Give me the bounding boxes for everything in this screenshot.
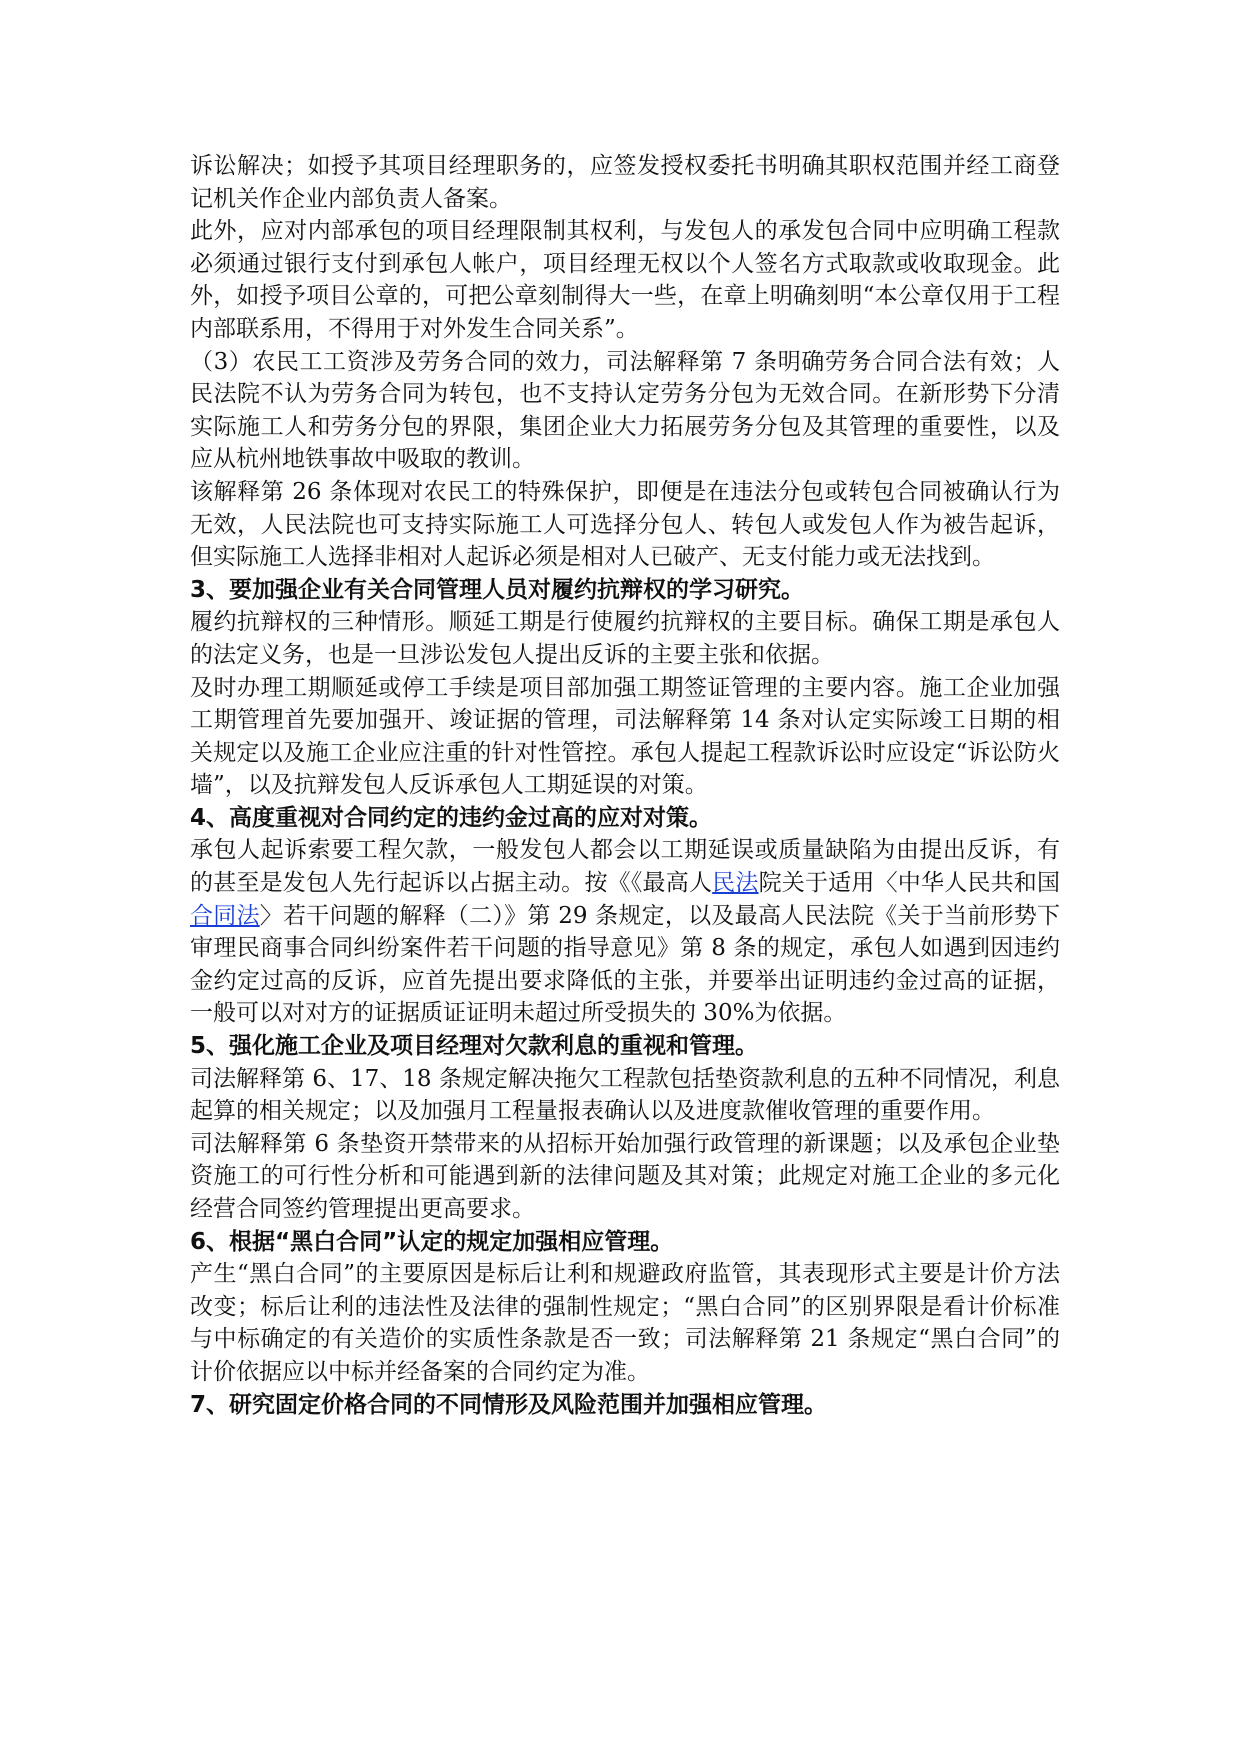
paragraph-advance-funding: 司法解释第 6 条垫资开禁带来的从招标开始加强行政管理的新课题；以及承包企业垫资施工的可行性分析和可能遇到新的法律问题及其对策；此规定对施工企业的多元化经营合同签约管理提出更高要求。 xyxy=(190,1130,1060,1222)
paragraph-interest-rules: 司法解释第 6、17、18 条规定解决拖欠工程款包括垫资款利息的五种不同情况，利息起算的相关规定；以及加强月工程量报表确认以及进度款催收管理的重要作用。 xyxy=(190,1065,1060,1125)
paragraph-liquidated-damages xyxy=(190,834,1060,1030)
link-civil-law[interactable]: 民法 xyxy=(712,870,759,897)
heading-section-4: 4、高度重视对合同约定的违约金过高的应对对策。 xyxy=(190,804,713,831)
paragraph-migrant-worker-protection: 该解释第 26 条体现对农民工的特殊保护，即便是在违法分包或转包合同被确认行为无效，人民法院也可支持实际施工人可选择分包人、转包人或发包人作为被告起诉，但实际施工人选择非相对人起诉必须是相对人已破产、无支付能力或无法找到。 xyxy=(190,478,1060,571)
paragraph-labor-contract: （3）农民工工资涉及劳务合同的效力，司法解释第 7 条明确劳务合同合法有效；人民法院不认为劳务合同为转包，也不支持认定劳务分包为无效合同。在新形势下分清实际施工人和劳务分包的界限，集团企业大力拓展劳务分包及其管理的重要性，以及应从杭州地铁事故中吸取的教训。 xyxy=(190,348,1060,473)
link-contract-law[interactable]: 合同法 xyxy=(190,902,260,929)
paragraph-schedule-extension: 及时办理工期顺延或停工手续是项目部加强工期签证管理的主要内容。施工企业加强工期管理首先要加强开、竣证据的管理，司法解释第 14 条对认定实际竣工日期的相关规定以及施工企业应注重的针对性管控。承包人提起工程款诉讼时应设定“诉讼防火墙”，以及抗辩发包人反诉承包人工期延误的对策。 xyxy=(190,674,1060,799)
paragraph-project-manager-limits: 此外，应对内部承包的项目经理限制其权利，与发包人的承发包合同中应明确工程款必须通过银行支付到承包人帐户，项目经理无权以个人签名方式取款或收取现金。此外，如授予项目公章的，可把公章刻制得大一些，在章上明确刻明“本公章仅用于工程内部联系用，不得用于对外发生合同关系”。 xyxy=(190,218,1060,342)
heading-section-6: 6、根据“黑白合同”认定的规定加强相应管理。 xyxy=(190,1228,674,1255)
text-span: 〉若干问题的解释（二）》第 29 条规定，以及最高人民法院《关于当前形势下审理民商事合同纠纷案件若干问题的指导意见》第 8 条的规定，承包人如遇到因违约金约定过高的反诉，应首先提出要求降低的主张，并要举出证明违约金过高的证据，一般可以对对方的证据质证证明未超过所受损失的 30%为依据。 xyxy=(190,902,1061,1027)
text-span: 院关于适用〈中华人民共和国 xyxy=(758,870,1061,897)
paragraph-black-white-contract: 产生“黑白合同”的主要原因是标后让利和规避政府监管，其表现形式主要是计价方法改变；标后让利的违法性及法律的强制性规定；“黑白合同”的区别界限是看计价标准与中标确定的有关造价的实质性条款是否一致；司法解释第 21 条规定“黑白合同”的计价依据应以中标并经备案的合同约定为准。 xyxy=(190,1261,1060,1385)
paragraph-authorization: 诉讼解决；如授予其项目经理职务的，应签发授权委托书明确其职权范围并经工商登记机关作企业内部负责人备案。 xyxy=(190,153,1060,212)
paragraph-defense-rights: 履约抗辩权的三种情形。顺延工期是行使履约抗辩权的主要目标。确保工期是承包人的法定义务，也是一旦涉讼发包人提出反诉的主要主张和依据。 xyxy=(190,609,1060,668)
heading-section-7: 7、研究固定价格合同的不同情形及风险范围并加强相应管理。 xyxy=(190,1391,828,1418)
text-span: 承包人起诉索要工程欠款，一般发包人都会以工期延误或质量缺陷为由提出反诉，有的甚至是发包人先行起诉以占据主动。按《《最高人 xyxy=(190,837,1060,897)
document-page xyxy=(190,150,1060,1421)
heading-section-3: 3、要加强企业有关合同管理人员对履约抗辩权的学习研究。 xyxy=(190,576,805,603)
heading-section-5: 5、强化施工企业及项目经理对欠款利息的重视和管理。 xyxy=(190,1033,759,1060)
